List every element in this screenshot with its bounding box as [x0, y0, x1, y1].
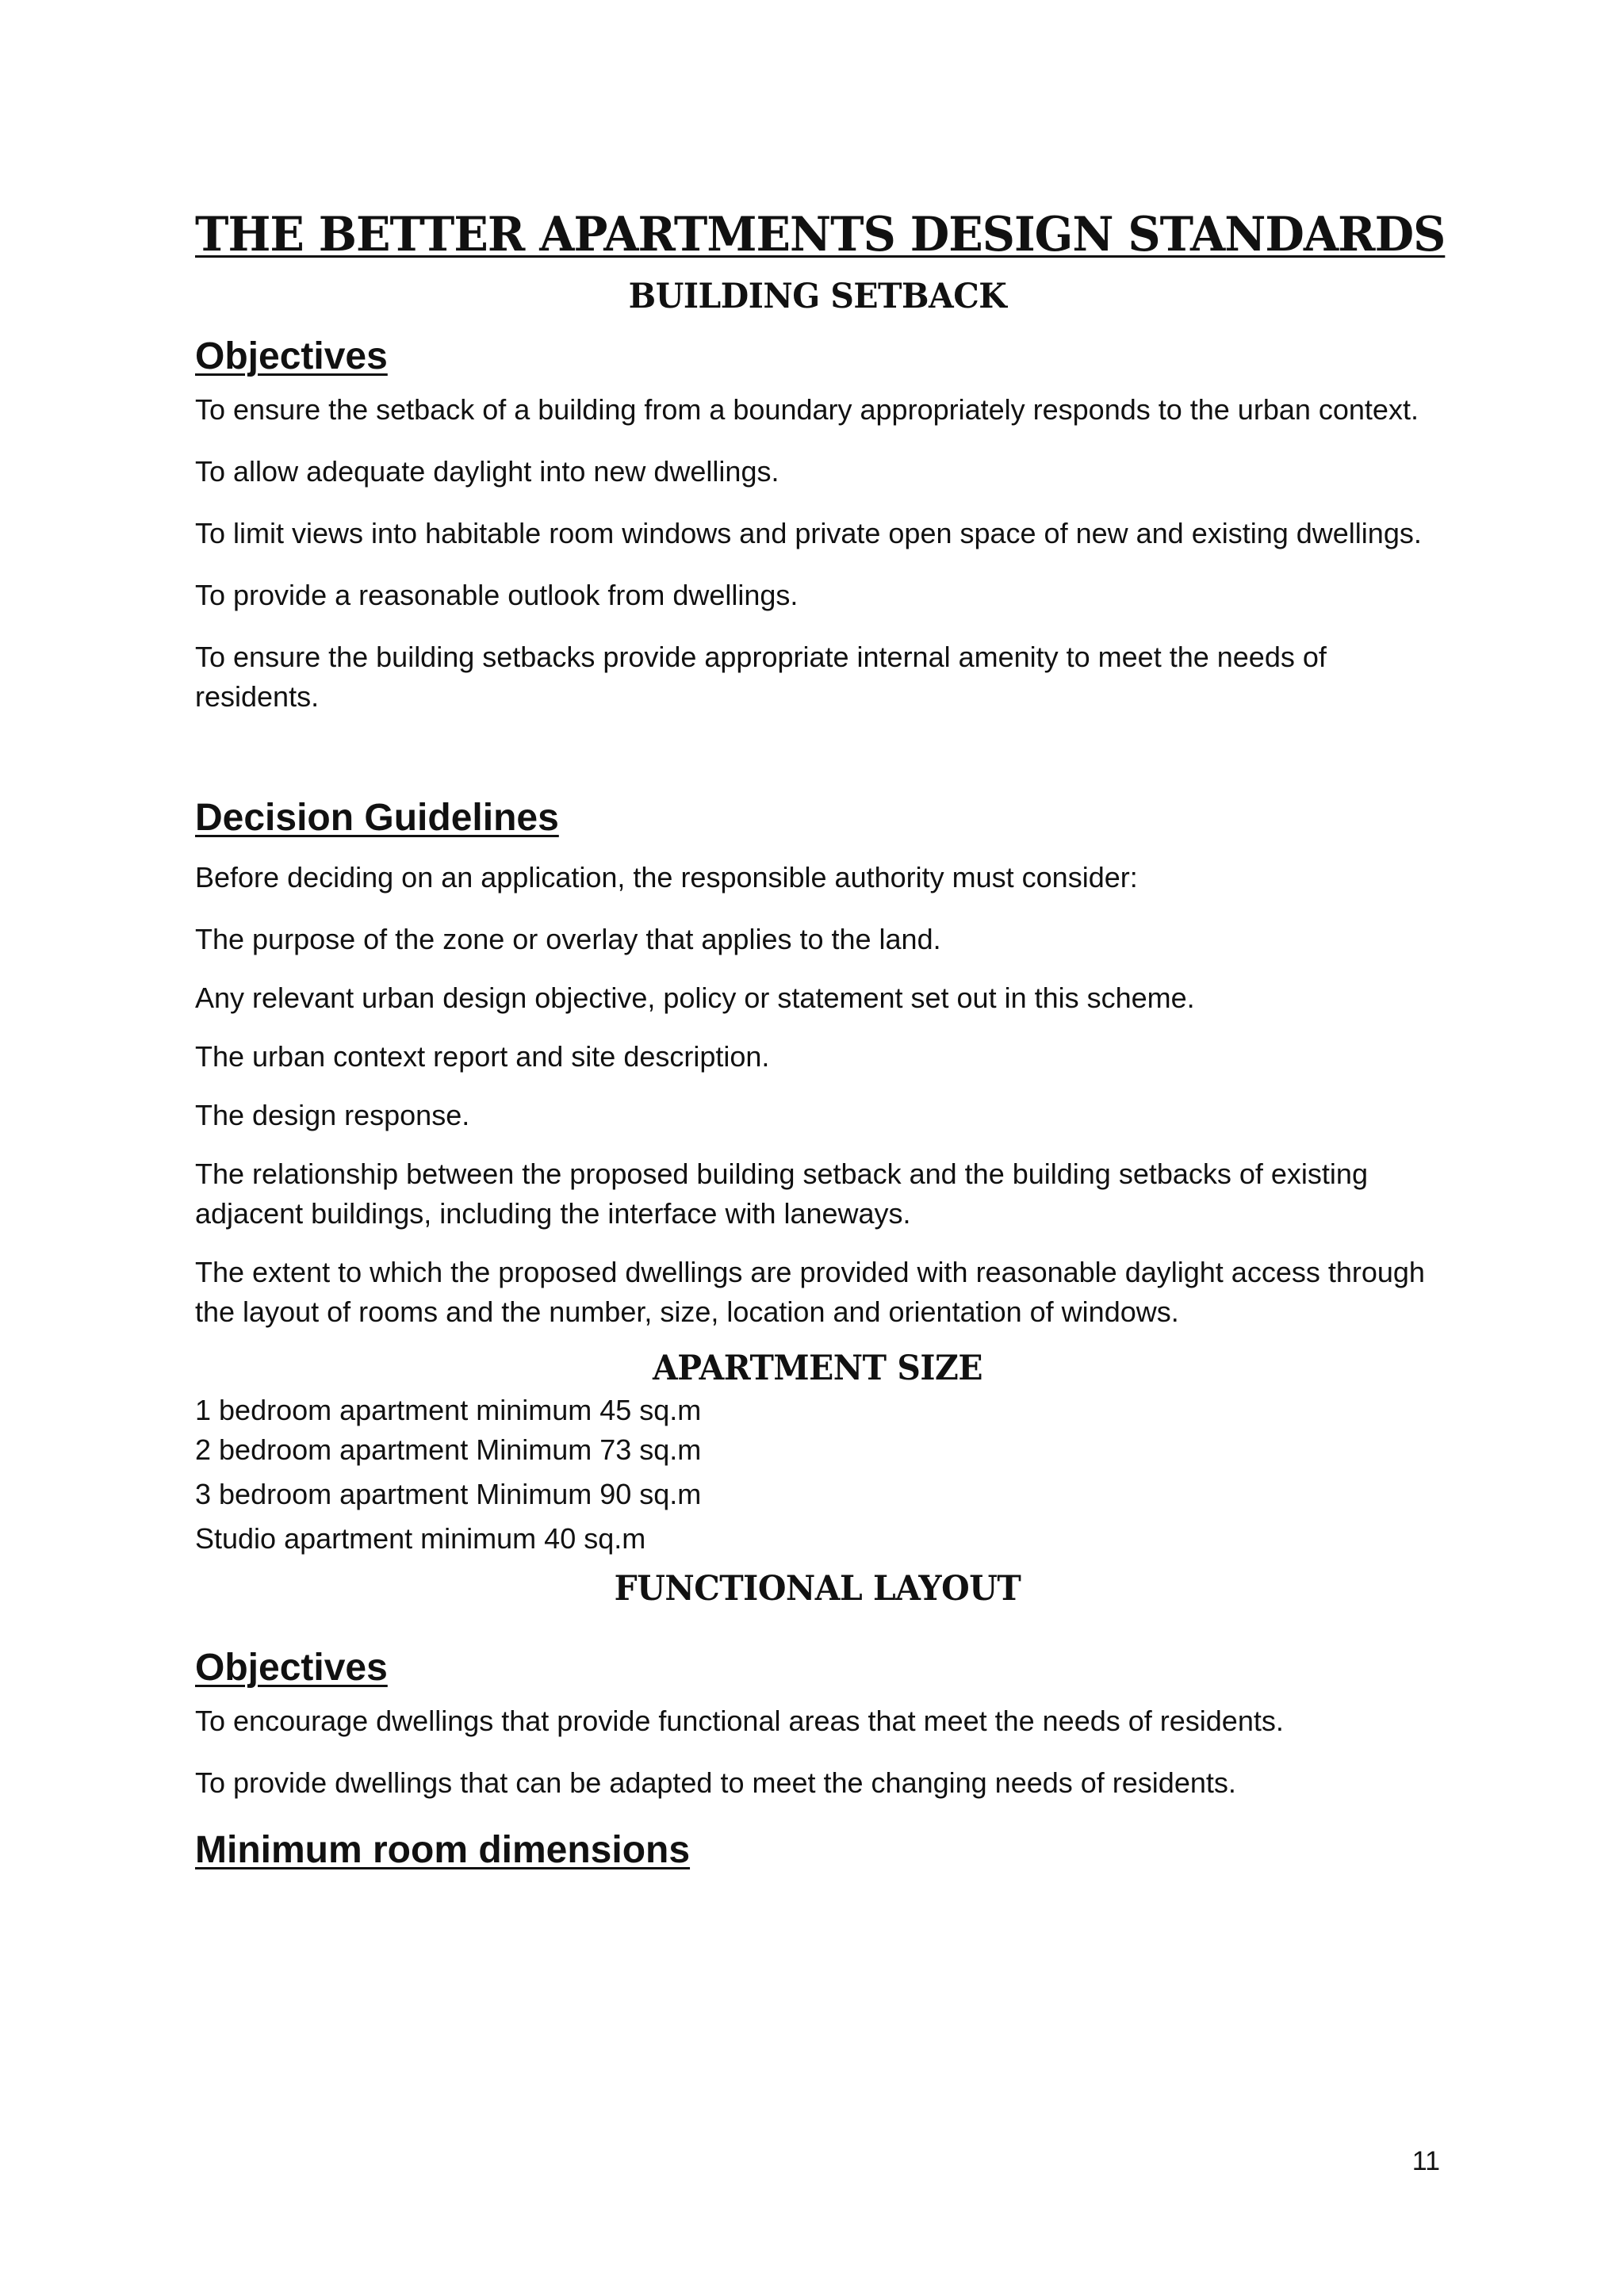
apartment-size-item: 3 bedroom apartment Minimum 90 sq.m — [195, 1478, 702, 1510]
functional-layout-heading: FUNCTIONAL LAYOUT — [614, 1569, 1021, 1609]
objective-paragraph: To provide dwellings that can be adapted to meet the changing needs of residents. — [195, 1766, 1236, 1799]
minimum-room-dimensions-heading: Minimum room dimensions — [195, 1829, 691, 1871]
objectives-heading: Objectives — [195, 1647, 388, 1689]
apartment-size-item: 2 bedroom apartment Minimum 73 sq.m — [195, 1433, 702, 1466]
objective-paragraph: To allow adequate daylight into new dwellings. — [195, 455, 779, 488]
objective-paragraph: To provide a reasonable outlook from dwellings. — [195, 579, 799, 611]
guideline-paragraph: Before deciding on an application, the responsible authority must consider: — [195, 861, 1138, 894]
objective-paragraph: To encourage dwellings that provide functional areas that meet the needs of residents. — [195, 1705, 1284, 1737]
guideline-paragraph: The extent to which the proposed dwellings are provided with reasonable daylight access through the layout of rooms and the number, size, location and orientation of windows. — [195, 1256, 1425, 1328]
document-title: THE BETTER APARTMENTS DESIGN STANDARDS — [195, 207, 1446, 262]
guideline-paragraph: The relationship between the proposed building setback and the building setbacks of existing adjacent buildings, including the interface with laneways. — [195, 1158, 1368, 1230]
building-setback-heading: BUILDING SETBACK — [628, 277, 1007, 316]
objectives-heading: Objectives — [195, 335, 388, 377]
apartment-size-heading: APARTMENT SIZE — [652, 1349, 982, 1388]
objective-paragraph: To limit views into habitable room windows and private open space of new and existing dwellings. — [195, 517, 1422, 549]
objective-paragraph: To ensure the setback of a building from a boundary appropriately responds to the urban context. — [195, 393, 1419, 426]
apartment-size-item: Studio apartment minimum 40 sq.m — [195, 1522, 646, 1555]
page-number: 11 — [1411, 2146, 1440, 2176]
page-content — [195, 203, 1446, 1874]
decision-guidelines-heading: Decision Guidelines — [195, 797, 559, 839]
apartment-size-item: 1 bedroom apartment minimum 45 sq.m — [195, 1394, 702, 1426]
objective-paragraph: To ensure the building setbacks provide appropriate internal amenity to meet the needs of residents. — [195, 641, 1327, 713]
guideline-paragraph: Any relevant urban design objective, policy or statement set out in this scheme. — [195, 982, 1195, 1014]
guideline-paragraph: The purpose of the zone or overlay that applies to the land. — [195, 923, 941, 955]
guideline-paragraph: The design response. — [195, 1099, 470, 1131]
guideline-paragraph: The urban context report and site description. — [195, 1040, 770, 1073]
